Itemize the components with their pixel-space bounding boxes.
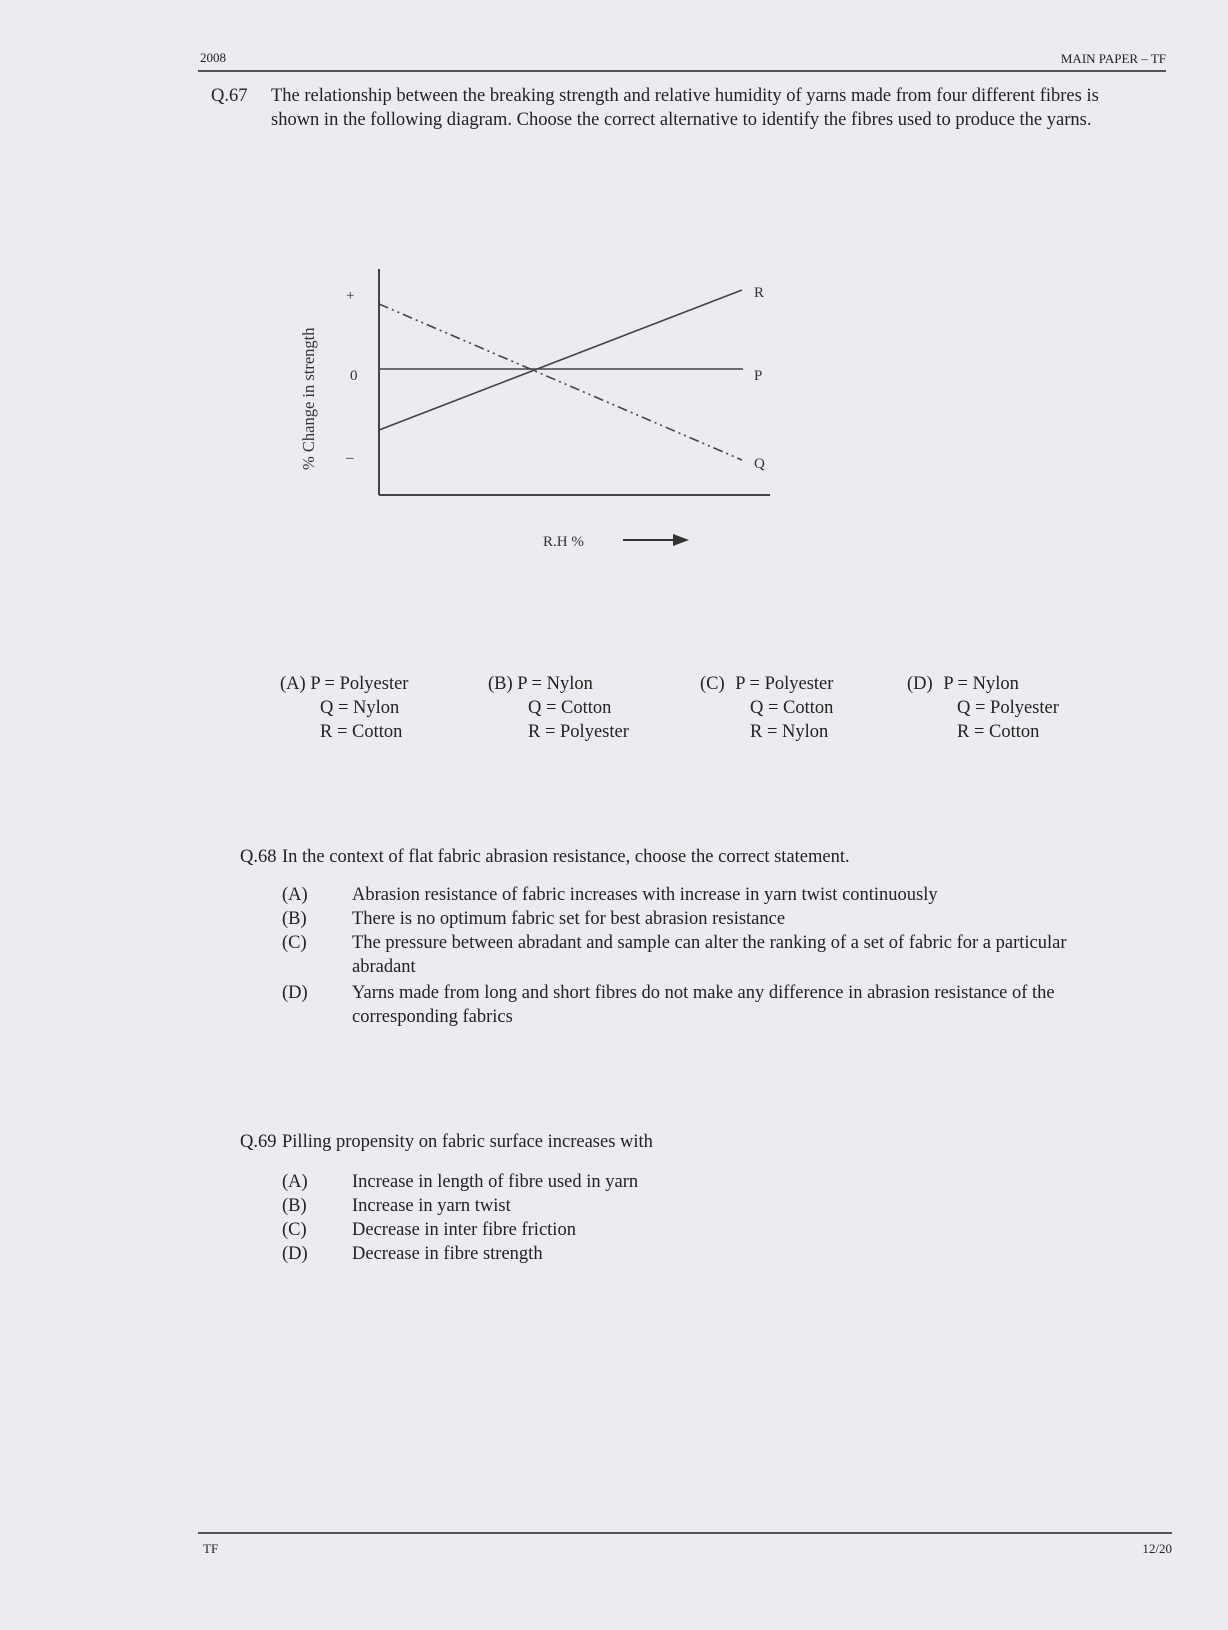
option-d[interactable]: (D) P = Nylon Q = Polyester R = Cotton: [907, 674, 1059, 742]
option-a-text[interactable]: Increase in length of fibre used in yarn: [352, 1172, 639, 1192]
header-rule: [198, 70, 1166, 72]
header-paper: MAIN PAPER – TF: [1060, 51, 1166, 66]
label-p: P: [754, 368, 763, 384]
question-number: Q.69: [240, 1132, 277, 1152]
question-text: Pilling propensity on fabric surface increases with: [282, 1132, 653, 1152]
x-axis-label: R.H %: [543, 534, 584, 550]
option-a-label: (A): [282, 885, 308, 905]
question-69: [240, 1130, 653, 1154]
option-a-text[interactable]: Abrasion resistance of fabric increases with increase in yarn twist continuously: [352, 885, 938, 905]
question-number: Q.68: [240, 847, 277, 867]
line-q: [379, 304, 742, 460]
option-b[interactable]: (B) P = Nylon Q = Cotton R = Polyester: [488, 674, 629, 742]
footer-rule: [198, 1532, 1172, 1534]
axes: [379, 269, 770, 495]
option-c[interactable]: (C) P = Polyester Q = Cotton R = Nylon: [700, 674, 834, 742]
strength-vs-rh-chart: [270, 255, 830, 555]
option-b-text[interactable]: There is no optimum fabric set for best abrasion resistance: [352, 909, 786, 929]
footer-code: TF: [203, 1541, 219, 1556]
ytick-plus: +: [346, 288, 355, 304]
question-number: Q.67: [211, 86, 248, 106]
ytick-zero: 0: [350, 368, 358, 384]
header-year: 2008: [200, 50, 226, 65]
label-q: Q: [754, 456, 765, 472]
question-text: The relationship between the breaking strength and relative humidity of yarns made from four different fibres is shown in the following diagram. Choose the correct alternative to identify the fibres used to produce the yarns.: [271, 86, 1099, 130]
option-a-label: (A): [282, 1172, 308, 1192]
label-r: R: [754, 285, 765, 301]
question-68: [240, 845, 850, 869]
page-number: 12/20: [1142, 1541, 1172, 1556]
option-d-text[interactable]: Yarns made from long and short fibres do not make any difference in abrasion resistance of the corresponding fabrics: [352, 983, 1055, 1027]
option-d-label: (D): [282, 1244, 308, 1264]
option-c-label: (C): [282, 1220, 307, 1240]
option-c-label: (C): [282, 933, 307, 953]
option-d-text[interactable]: Decrease in fibre strength: [352, 1244, 543, 1264]
option-b-label: (B): [282, 909, 307, 929]
y-axis-label: % Change in strength: [299, 327, 318, 470]
question-67: [211, 84, 1111, 132]
ytick-minus: –: [346, 450, 354, 466]
option-c-text[interactable]: Decrease in inter fibre friction: [352, 1220, 576, 1240]
line-r: [379, 290, 742, 430]
option-a[interactable]: (A) P = Polyester Q = Nylon R = Cotton: [280, 674, 409, 742]
option-c-text[interactable]: The pressure between abradant and sample can alter the ranking of a set of fabric for a particular abradant: [352, 933, 1067, 977]
option-d-label: (D): [282, 983, 308, 1003]
option-b-text[interactable]: Increase in yarn twist: [352, 1196, 511, 1216]
question-text: In the context of flat fabric abrasion resistance, choose the correct statement.: [282, 847, 850, 867]
arrow-right-icon: [623, 534, 689, 546]
option-b-label: (B): [282, 1196, 307, 1216]
